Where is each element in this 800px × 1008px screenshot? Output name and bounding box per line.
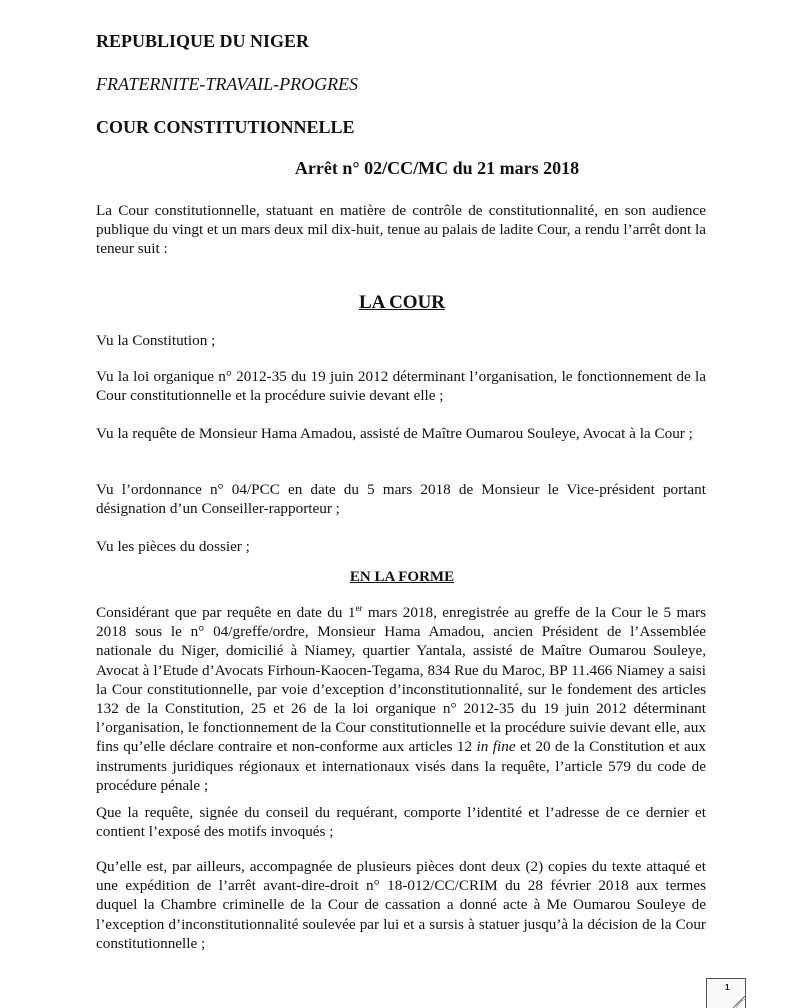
pieces-paragraph: Qu’elle est, par ailleurs, accompagnée de plusieurs pièces dont deux (2) copies du texte attaqué et une expédition de l’arrêt avant-dire-droit n° 18-012/CC/CRIM du 28 février 2018 aux termes duquel la Chambre criminelle de la Cour de cassation a donné acte à Me Oumarou Souleye de l’exception d’inconstitutionnalité soulevée par lui et a sursis à statuer jusqu’à la décision de la Cour constitutionnelle ; [96, 858, 706, 952]
considerant-text-2: mars 2018, enregistrée au greffe de la Cour le 5 mars 2018 sous le n° 04/greffe/ordre, Monsieur Hama Amadou, ancien Président de l’Assemblée nationale du Niger, domicilié à Niamey, quartier Yantala, assisté de Maître Oumarou Souleye, Avocat à l’Etude d’Avocats Firhoun-Kaocen-Tegama, 834 Rue du Maroc, BP 11.466 Niamey a saisi la Cour constitutionnelle, par voie d’exception d’inconstitutionnalité, sur le fondement des articles 132 de la Constitution, 25 et 26 de la loi organique n° 2012-35 du 19 juin 2012 déterminant l’organisation, le fonctionnement de la Cour constitutionnelle et la procédure suivie devant elle, aux fins qu’elle déclare contraire et non-conforme aux articles 12 [96, 604, 706, 756]
section-heading-la-cour: LA COUR [358, 292, 446, 313]
decision-title: Arrêt n° 02/CC/MC du 21 mars 2018 [294, 158, 580, 178]
vu-loi-organique: Vu la loi organique n° 2012-35 du 19 juin 2012 déterminant l’organisation, le fonctionnement de la Cour constitutionnelle et la procédure suivie devant elle ; [96, 368, 706, 405]
considerant-superscript: er [355, 602, 363, 613]
page-curl-icon [733, 996, 745, 1008]
section-heading-en-la-forme: EN LA FORME [349, 569, 455, 585]
vu-requete: Vu la requête de Monsieur Hama Amadou, assisté de Maître Oumarou Souleye, Avocat à la Cour ; [96, 425, 693, 442]
country-header: REPUBLIQUE DU NIGER [96, 31, 310, 51]
intro-paragraph: La Cour constitutionnelle, statuant en matière de contrôle de constitutionnalité, en son audience publique du vingt et un mars deux mil dix-huit, tenue au palais de ladite Cour, a rendu l’arrêt dont la teneur suit : [96, 202, 706, 258]
vu-pieces: Vu les pièces du dossier ; [96, 538, 250, 555]
vu-constitution: Vu la Constitution ; [96, 332, 216, 349]
considerant-italic: in fine [476, 738, 516, 756]
requete-paragraph: Que la requête, signée du conseil du requérant, comporte l’identité et l’adresse de ce dernier et contient l’exposé des motifs invoqués ; [96, 804, 706, 841]
page-number: 1 [725, 983, 730, 992]
considerant-text-1: Considérant que par requête en date du 1 [96, 604, 356, 621]
considerant-text-3: et 20 de la Constitution et aux instruments juridiques régionaux et internationaux visés dans la requête, l’article 579 du code de procédure pénale ; [96, 738, 706, 794]
court-header: COUR CONSTITUTIONNELLE [96, 117, 355, 137]
considerant-paragraph [96, 603, 706, 795]
vu-ordonnance: Vu l’ordonnance n° 04/PCC en date du 5 mars 2018 de Monsieur le Vice-président portant désignation d’un Conseiller-rapporteur ; [96, 481, 706, 518]
motto-header: FRATERNITE-TRAVAIL-PROGRES [96, 74, 359, 94]
page-number-box [706, 978, 746, 1008]
